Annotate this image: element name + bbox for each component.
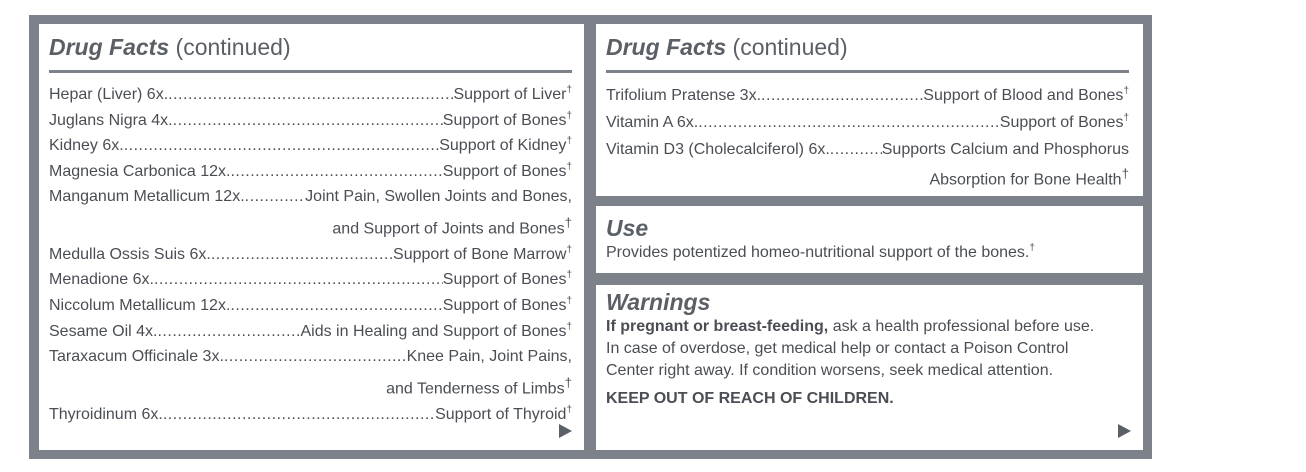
ingredient-row bbox=[49, 133, 572, 159]
ingredient-purpose: Support of Thyroid† bbox=[435, 404, 572, 423]
ingredient-purpose: Support of Blood and Bones† bbox=[923, 85, 1129, 104]
ingredient-name: Magnesia Carbonica 12x. bbox=[49, 162, 231, 180]
leader-dots bbox=[830, 136, 882, 163]
ingredient-purpose: Supports Calcium and Phosphorus bbox=[881, 141, 1129, 158]
leader-dots bbox=[173, 108, 443, 134]
ingredient-purpose: Support of Liver† bbox=[453, 84, 572, 103]
ingredient-row bbox=[606, 109, 1129, 136]
ingredient-row bbox=[49, 402, 572, 428]
leader-dots bbox=[245, 184, 306, 210]
panel-heading bbox=[606, 34, 1129, 61]
drug-facts-panel-right bbox=[596, 24, 1143, 196]
heading-drug-facts: Drug Facts bbox=[606, 34, 727, 60]
ingredient-purpose: Support of Bones† bbox=[442, 161, 572, 180]
ingredient-name: Hepar (Liver) 6x. bbox=[49, 86, 169, 103]
ingredient-name: Juglans Nigra 4x. bbox=[49, 111, 173, 129]
ingredient-name: Vitamin A 6x. bbox=[606, 114, 699, 131]
use-panel bbox=[596, 206, 1143, 273]
ingredient-name: Niccolum Metallicum 12x. bbox=[49, 297, 231, 315]
heading-continued: (continued) bbox=[726, 34, 848, 60]
leader-dots bbox=[157, 319, 300, 345]
ingredient-row bbox=[49, 267, 572, 293]
warning-overdose: In case of overdose, get medical help or contact a Poison Control bbox=[606, 340, 1069, 357]
ingredient-purpose: Joint Pain, Swollen Joints and Bones, bbox=[305, 188, 572, 206]
leader-dots bbox=[124, 133, 440, 159]
warning-overdose-cont: Center right away. If condition worsens, seek medical attention. bbox=[606, 362, 1054, 379]
heading-rule bbox=[606, 70, 1129, 73]
ingredient-purpose: Aids in Healing and Support of Bones† bbox=[300, 321, 572, 340]
ingredient-row bbox=[49, 184, 572, 210]
ingredient-name: Manganum Metallicum 12x. bbox=[49, 188, 245, 206]
ingredient-purpose-continued: and Tenderness of Limbs† bbox=[386, 374, 572, 398]
heading-rule bbox=[49, 70, 572, 73]
leader-dots bbox=[168, 82, 453, 108]
ingredient-purpose: Support of Bones† bbox=[442, 295, 572, 315]
ingredient-purpose: Support of Kidney† bbox=[439, 135, 572, 155]
leader-dots bbox=[230, 293, 442, 319]
use-text: Provides potentized homeo-nutritional support of the bones.† bbox=[606, 242, 1035, 261]
drug-facts-panel-left bbox=[39, 24, 584, 450]
ingredient-name: Menadione 6x. bbox=[49, 271, 154, 289]
leader-dots bbox=[163, 402, 435, 428]
ingredient-row bbox=[606, 136, 1129, 163]
use-title: Use bbox=[606, 215, 649, 241]
ingredient-name: Medulla Ossis Suis 6x. bbox=[49, 245, 211, 263]
heading-continued: (continued) bbox=[169, 34, 291, 60]
ingredient-row bbox=[49, 159, 572, 185]
heading-drug-facts: Drug Facts bbox=[49, 34, 170, 60]
leader-dots bbox=[230, 159, 442, 185]
ingredient-name: Sesame Oil 4x. bbox=[49, 322, 158, 340]
ingredient-row bbox=[49, 82, 572, 108]
leader-dots bbox=[224, 344, 407, 370]
panel-heading bbox=[49, 34, 572, 61]
ingredient-purpose: Knee Pain, Joint Pains, bbox=[406, 348, 572, 366]
continue-arrow-icon bbox=[559, 424, 572, 438]
leader-dots bbox=[211, 242, 393, 268]
ingredient-row bbox=[49, 108, 572, 134]
ingredient-purpose-continued: and Support of Joints and Bones† bbox=[332, 214, 572, 238]
ingredient-row bbox=[49, 293, 572, 319]
ingredient-purpose-continued: Absorption for Bone Health† bbox=[929, 166, 1129, 189]
leader-dots bbox=[154, 267, 443, 293]
warnings-title: Warnings bbox=[606, 289, 711, 315]
ingredient-purpose: Support of Bone Marrow† bbox=[393, 244, 572, 263]
ingredient-name: Taraxacum Officinale 3x. bbox=[49, 348, 224, 366]
keep-out-of-reach: KEEP OUT OF REACH OF CHILDREN. bbox=[606, 390, 894, 407]
ingredient-name: Thyroidinum 6x. bbox=[49, 405, 163, 423]
ingredient-purpose: Support of Bones† bbox=[442, 110, 572, 129]
ingredient-row bbox=[606, 82, 1129, 109]
ingredient-purpose: Support of Bones† bbox=[999, 112, 1129, 131]
warnings-panel bbox=[596, 285, 1143, 450]
leader-dots bbox=[698, 109, 1000, 136]
ingredient-name: Trifolium Pratense 3x. bbox=[606, 87, 762, 104]
ingredient-name: Kidney 6x. bbox=[49, 137, 124, 155]
leader-dots bbox=[761, 82, 923, 109]
ingredient-purpose: Support of Bones† bbox=[442, 270, 572, 289]
warning-pregnant: If pregnant or breast-feeding, ask a health professional before use. bbox=[606, 318, 1095, 335]
continue-arrow-icon bbox=[1118, 424, 1131, 438]
ingredient-row bbox=[49, 344, 572, 370]
ingredient-row bbox=[49, 242, 572, 268]
ingredient-row bbox=[49, 319, 572, 345]
ingredient-name: Vitamin D3 (Cholecalciferol) 6x. bbox=[606, 141, 830, 158]
